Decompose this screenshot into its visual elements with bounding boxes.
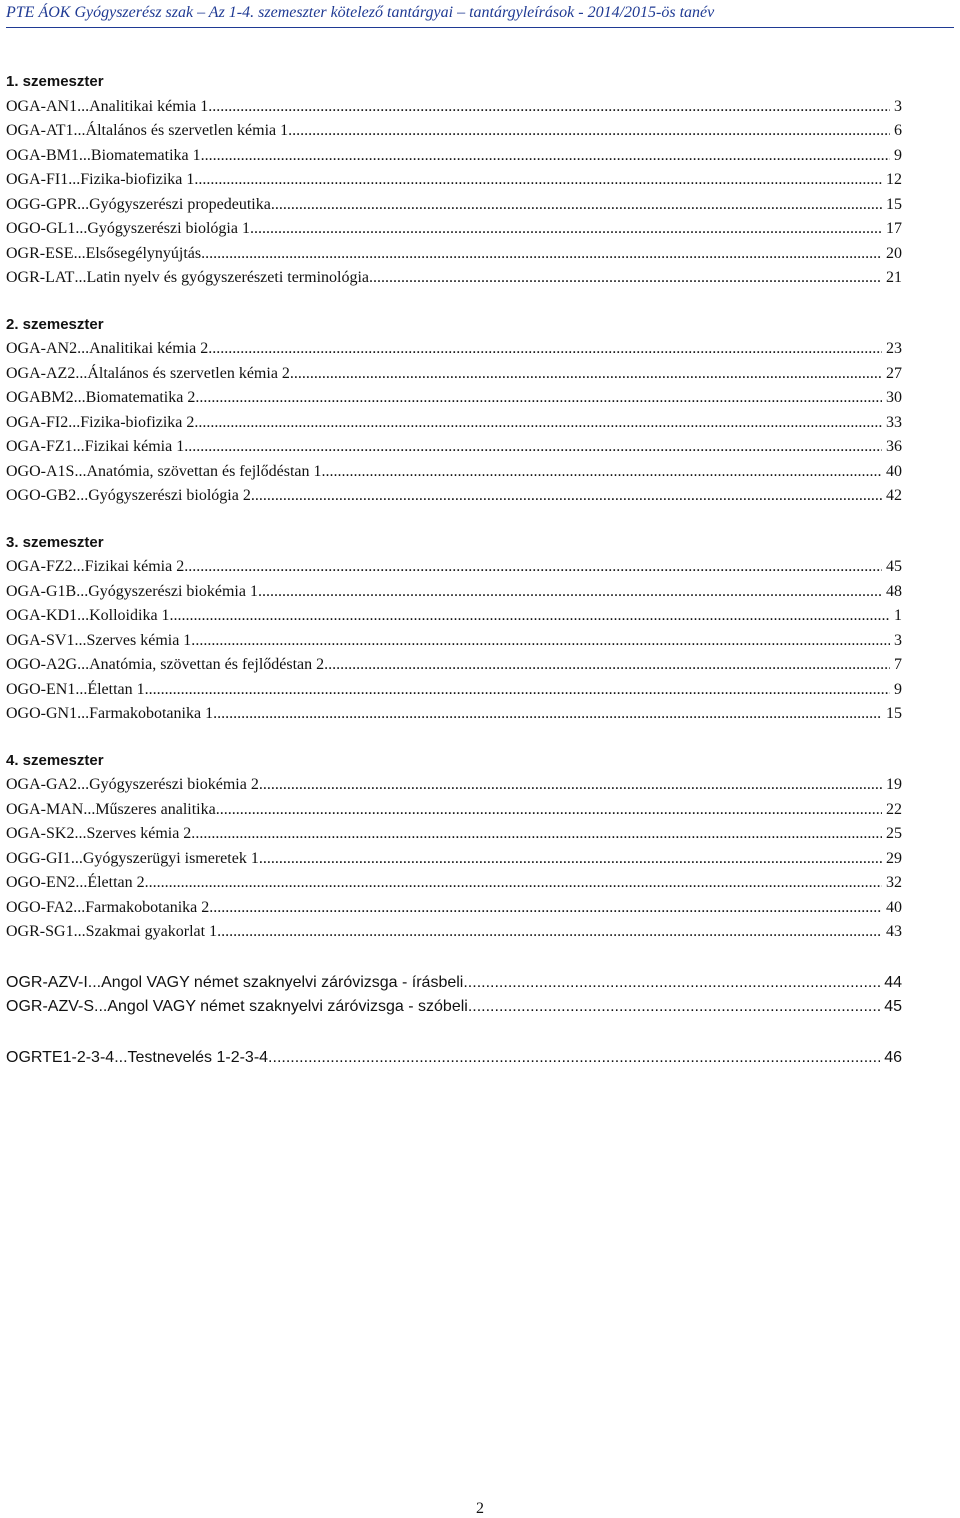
dot-leader bbox=[255, 484, 882, 509]
page-ref: 45 bbox=[884, 998, 902, 1015]
code-leader: ... bbox=[83, 800, 96, 818]
page-ref: 40 bbox=[886, 462, 902, 480]
course-code: OGA-MAN bbox=[6, 800, 84, 818]
course-code: OGO-GN1 bbox=[6, 705, 78, 722]
dot-leader bbox=[205, 144, 890, 169]
page-ref: 19 bbox=[886, 776, 902, 793]
course-title: Analitikai kémia 1. bbox=[89, 97, 213, 115]
page-ref: 20 bbox=[886, 244, 902, 262]
header-rule bbox=[6, 27, 954, 28]
code-leader: ... bbox=[77, 97, 90, 115]
course-title: Műszeres analitika bbox=[95, 800, 216, 818]
code-leader: ... bbox=[77, 656, 90, 673]
course-code: OGR-AZV-S bbox=[6, 998, 95, 1015]
course-code: OGA-SV1 bbox=[6, 631, 75, 649]
code-leader: ... bbox=[77, 340, 90, 357]
page-ref: 7 bbox=[894, 656, 902, 673]
dot-leader bbox=[263, 847, 882, 872]
dot-leader bbox=[201, 242, 882, 267]
course-code: OGR-LAT bbox=[6, 269, 75, 286]
dot-leader bbox=[195, 822, 882, 847]
course-title: Szerves kémia 1. bbox=[86, 631, 196, 649]
page-ref: 22 bbox=[886, 800, 902, 818]
dot-leader bbox=[174, 604, 890, 629]
code-leader: ... bbox=[72, 438, 85, 455]
code-leader: ... bbox=[87, 973, 102, 991]
code-leader: ... bbox=[73, 122, 86, 139]
page-ref: 15 bbox=[886, 705, 902, 722]
page-ref: 9 bbox=[894, 680, 902, 698]
page-ref: 9 bbox=[894, 146, 902, 164]
dot-leader bbox=[198, 411, 882, 436]
course-title: Gyógyszerészi biológia 1. bbox=[87, 220, 254, 237]
toc-entry[interactable] bbox=[6, 95, 902, 120]
dot-leader bbox=[199, 386, 882, 411]
course-code: OGA-AZ2 bbox=[6, 364, 76, 382]
page-ref: 32 bbox=[886, 874, 902, 891]
page-ref: 44 bbox=[884, 973, 902, 991]
page-ref: 3 bbox=[894, 631, 902, 649]
course-title: Farmakobotanika 1. bbox=[89, 705, 218, 722]
toc-entry[interactable] bbox=[6, 266, 902, 291]
page-ref: 12 bbox=[886, 171, 902, 188]
code-leader: ... bbox=[77, 607, 90, 624]
toc-entry[interactable] bbox=[6, 435, 902, 460]
table-of-contents bbox=[6, 70, 902, 1070]
dot-leader bbox=[294, 362, 882, 387]
toc-entry[interactable] bbox=[6, 168, 902, 193]
page-ref: 3 bbox=[894, 97, 902, 115]
course-title: Anatómia, szövettan és fejlődéstan 1. bbox=[86, 462, 326, 480]
page-ref: 25 bbox=[886, 825, 902, 842]
toc-entry[interactable] bbox=[6, 678, 902, 703]
semester-section bbox=[6, 70, 902, 291]
course-code: OGO-EN2 bbox=[6, 874, 76, 891]
course-title: Kolloidika 1. bbox=[89, 607, 174, 624]
course-title: Általános és szervetlen kémia 1. bbox=[85, 122, 293, 139]
code-leader: ... bbox=[76, 582, 89, 600]
code-leader: ... bbox=[77, 776, 90, 793]
code-leader: ... bbox=[74, 631, 87, 649]
dot-leader bbox=[195, 629, 890, 654]
toc-entry[interactable] bbox=[6, 871, 902, 896]
semester-section bbox=[6, 749, 902, 945]
course-title: Angol VAGY német szaknyelvi záróvizsga - írásbeli bbox=[101, 973, 464, 991]
code-leader: ... bbox=[74, 269, 87, 286]
course-code: OGA-FZ1 bbox=[6, 438, 73, 455]
toc-exam-entries bbox=[6, 971, 902, 1020]
toc-entry[interactable] bbox=[6, 362, 902, 387]
course-code: OGO-A2G bbox=[6, 656, 78, 673]
running-header: PTE ÁOK Gyógyszerész szak – Az 1-4. szemeszter kötelező tantárgyai – tantárgyleírások - 2014/2015-ös tanév bbox=[6, 4, 715, 21]
code-leader: ... bbox=[75, 220, 88, 237]
course-title: Gyógyszerészi biokémia 2. bbox=[89, 776, 263, 793]
page-ref: 45 bbox=[886, 558, 902, 575]
dot-leader bbox=[212, 95, 890, 120]
page-ref: 6 bbox=[894, 122, 902, 139]
page-ref: 17 bbox=[886, 220, 902, 237]
course-title: Farmakobotanika 2. bbox=[85, 898, 214, 916]
page-ref: 21 bbox=[886, 269, 902, 286]
dot-leader bbox=[188, 435, 882, 460]
toc-entry[interactable] bbox=[6, 484, 902, 509]
dot-leader bbox=[213, 896, 882, 921]
toc-entry[interactable] bbox=[6, 653, 902, 678]
toc-entry[interactable] bbox=[6, 555, 902, 580]
course-title: Fizika-biofizika 1. bbox=[80, 171, 199, 188]
course-title: Fizika-biofizika 2. bbox=[80, 413, 199, 431]
course-title: Élettan 1. bbox=[87, 680, 149, 698]
toc-entry[interactable] bbox=[6, 1046, 902, 1071]
toc-entry[interactable] bbox=[6, 798, 902, 823]
course-title: Általános és szervetlen kémia 2. bbox=[87, 364, 294, 382]
code-leader: ... bbox=[72, 558, 85, 575]
dot-leader bbox=[369, 266, 882, 291]
course-title: Fizikai kémia 1. bbox=[84, 438, 189, 455]
dot-leader bbox=[263, 773, 882, 798]
course-title: Szakmai gyakorlat 1. bbox=[85, 923, 222, 940]
toc-entry[interactable] bbox=[6, 386, 902, 411]
course-title: Testnevelés 1-2-3-4. bbox=[127, 1048, 273, 1066]
semester-section bbox=[6, 313, 902, 509]
dot-leader bbox=[463, 971, 879, 996]
code-leader: ... bbox=[77, 195, 90, 213]
course-code: OGR-SG1 bbox=[6, 923, 74, 940]
toc-entry[interactable] bbox=[6, 460, 902, 485]
code-leader: ... bbox=[77, 705, 90, 722]
course-code: OGR-AZV-I bbox=[6, 973, 88, 991]
toc-entry[interactable] bbox=[6, 702, 902, 727]
page-ref: 43 bbox=[886, 923, 902, 940]
course-code: OGA-FI1 bbox=[6, 171, 69, 188]
dot-leader bbox=[326, 460, 883, 485]
course-code: OGO-GL1 bbox=[6, 220, 76, 237]
code-leader: ... bbox=[68, 413, 81, 431]
dot-leader bbox=[149, 678, 890, 703]
page-ref: 27 bbox=[886, 364, 902, 382]
code-leader: ... bbox=[73, 923, 86, 940]
dot-leader bbox=[149, 871, 882, 896]
course-code: OGA-FZ2 bbox=[6, 558, 73, 575]
dot-leader bbox=[328, 653, 890, 678]
dot-leader bbox=[216, 798, 882, 823]
code-leader: ... bbox=[78, 146, 91, 164]
course-title: Anatómia, szövettan és fejlődéstan 2. bbox=[89, 656, 329, 673]
toc-sections bbox=[6, 70, 902, 945]
course-code: OGO-EN1 bbox=[6, 680, 76, 698]
page-ref: 48 bbox=[886, 582, 902, 600]
course-code: OGG-GI1 bbox=[6, 849, 71, 867]
dot-leader bbox=[468, 995, 880, 1020]
dot-leader bbox=[188, 555, 882, 580]
dot-leader bbox=[292, 119, 890, 144]
course-title: Gyógyszerészi biokémia 1. bbox=[88, 582, 262, 600]
course-code: OGA-BM1 bbox=[6, 146, 79, 164]
page-ref: 1 bbox=[894, 607, 902, 624]
dot-leader bbox=[262, 580, 882, 605]
semester-heading: 1. szemeszter bbox=[6, 73, 104, 90]
toc-entry[interactable] bbox=[6, 242, 902, 267]
code-leader: ... bbox=[94, 998, 108, 1015]
toc-entry[interactable] bbox=[6, 920, 902, 945]
toc-entry[interactable] bbox=[6, 144, 902, 169]
code-leader: ... bbox=[75, 874, 88, 891]
course-code: OGG-GPR bbox=[6, 195, 78, 213]
code-leader: ... bbox=[73, 389, 86, 406]
semester-heading: 3. szemeszter bbox=[6, 533, 104, 551]
toc-entry[interactable] bbox=[6, 411, 902, 436]
code-leader: ... bbox=[76, 487, 89, 504]
course-title: Biomatematika 2. bbox=[85, 389, 200, 406]
course-title: Fizikai kémia 2. bbox=[84, 558, 189, 575]
code-leader: ... bbox=[75, 680, 88, 698]
page-ref: 36 bbox=[886, 438, 902, 455]
toc-entry[interactable] bbox=[6, 217, 902, 242]
code-leader: ... bbox=[68, 171, 81, 188]
page-ref: 46 bbox=[884, 1048, 902, 1066]
course-title: Gyógyszerügyi ismeretek 1. bbox=[82, 849, 263, 867]
dot-leader bbox=[217, 702, 882, 727]
dot-leader bbox=[198, 168, 882, 193]
dot-leader bbox=[271, 193, 882, 218]
code-leader: ... bbox=[74, 462, 87, 480]
toc-entry[interactable] bbox=[6, 580, 902, 605]
toc-entry[interactable] bbox=[6, 193, 902, 218]
toc-entry[interactable] bbox=[6, 337, 902, 362]
course-title: Szerves kémia 2. bbox=[86, 825, 196, 842]
semester-heading: 2. szemeszter bbox=[6, 315, 104, 333]
code-leader: ... bbox=[75, 364, 88, 382]
dot-leader bbox=[273, 1046, 880, 1071]
page-ref: 23 bbox=[886, 340, 902, 357]
dot-leader bbox=[254, 217, 882, 242]
course-code: OGO-A1S bbox=[6, 462, 75, 480]
toc-entry[interactable] bbox=[6, 604, 902, 629]
course-code: OGA-GA2 bbox=[6, 776, 78, 793]
course-title: Élettan 2. bbox=[87, 874, 149, 891]
toc-entry[interactable] bbox=[6, 896, 902, 921]
course-title: Gyógyszerészi propedeutika bbox=[89, 195, 271, 213]
dot-leader bbox=[212, 337, 882, 362]
course-title: Latin nyelv és gyógyszerészeti terminológia bbox=[86, 269, 370, 286]
course-code: OGR-ESE bbox=[6, 244, 74, 262]
page-ref: 33 bbox=[886, 413, 902, 431]
course-code: OGABM2 bbox=[6, 389, 74, 406]
toc-entry[interactable] bbox=[6, 847, 902, 872]
course-code: OGA-G1B bbox=[6, 582, 77, 600]
toc-entry[interactable] bbox=[6, 995, 902, 1020]
toc-entry[interactable] bbox=[6, 629, 902, 654]
course-title: Angol VAGY német szaknyelvi záróvizsga - szóbeli bbox=[107, 998, 468, 1015]
code-leader: ... bbox=[70, 849, 83, 867]
semester-section bbox=[6, 531, 902, 727]
semester-heading: 4. szemeszter bbox=[6, 751, 104, 769]
course-title: Gyógyszerészi biológia 2. bbox=[88, 487, 255, 504]
page-ref: 30 bbox=[886, 389, 902, 406]
course-code: OGRTE1-2-3-4 bbox=[6, 1048, 115, 1066]
course-code: OGA-KD1 bbox=[6, 607, 78, 624]
page-ref: 15 bbox=[886, 195, 902, 213]
course-title: Analitikai kémia 2. bbox=[89, 340, 213, 357]
code-leader: ... bbox=[74, 825, 87, 842]
course-code: OGA-SK2 bbox=[6, 825, 75, 842]
toc-entry[interactable] bbox=[6, 119, 902, 144]
course-code: OGA-FI2 bbox=[6, 413, 69, 431]
course-code: OGA-AT1 bbox=[6, 122, 74, 139]
page-ref: 40 bbox=[886, 898, 902, 916]
toc-pe-entry bbox=[6, 1046, 902, 1071]
page-ref: 42 bbox=[886, 487, 902, 504]
course-code: OGA-AN1 bbox=[6, 97, 78, 115]
dot-leader bbox=[221, 920, 882, 945]
toc-entry[interactable] bbox=[6, 773, 902, 798]
page-number: 2 bbox=[476, 1500, 484, 1517]
toc-entry[interactable] bbox=[6, 971, 902, 996]
course-code: OGO-FA2 bbox=[6, 898, 74, 916]
code-leader: ... bbox=[114, 1048, 128, 1066]
course-code: OGA-AN2 bbox=[6, 340, 78, 357]
code-leader: ... bbox=[73, 244, 86, 262]
course-code: OGO-GB2 bbox=[6, 487, 77, 504]
code-leader: ... bbox=[73, 898, 86, 916]
page-ref: 29 bbox=[886, 849, 902, 867]
course-title: Biomatematika 1. bbox=[90, 146, 205, 164]
toc-entry[interactable] bbox=[6, 822, 902, 847]
course-title: Elsősegélynyújtás bbox=[85, 244, 202, 262]
